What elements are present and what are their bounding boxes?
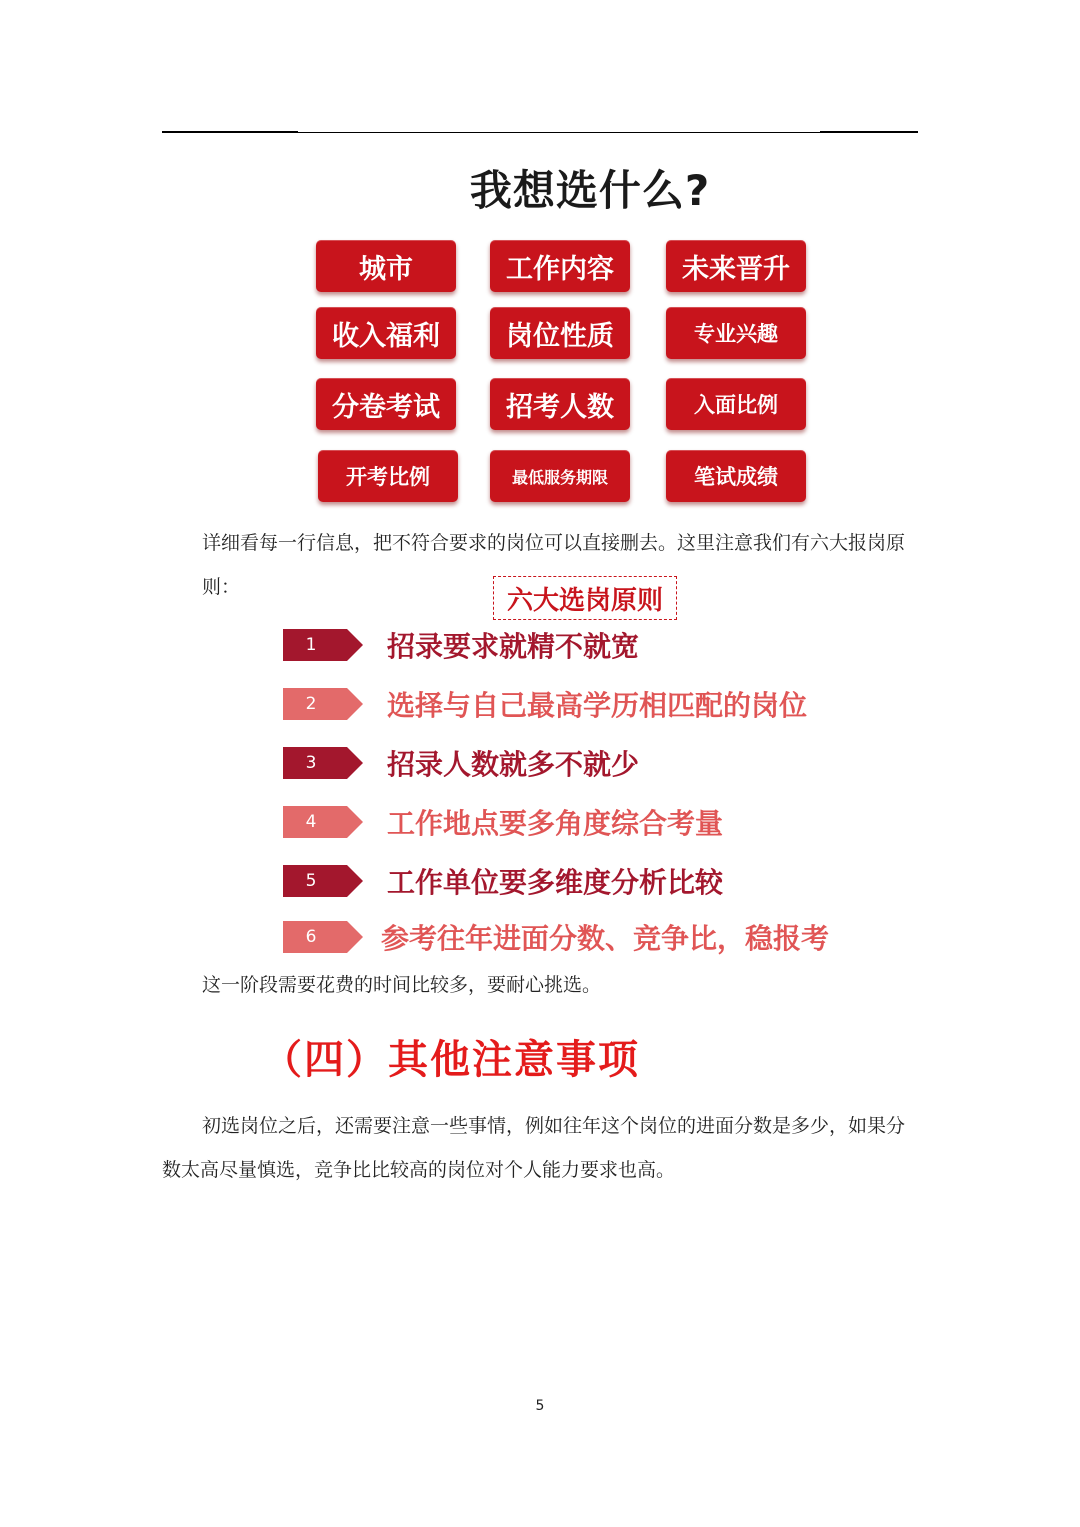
principle-item: [283, 687, 807, 721]
choice-exam-ratio: 开考比例: [318, 450, 458, 502]
header-rule: [298, 132, 820, 133]
choice-income: 收入福利: [316, 307, 456, 359]
choice-min-service: 最低服务期限: [490, 450, 630, 502]
paragraph-principles-intro: 详细看每一行信息，把不符合要求的岗位可以直接删去。这里注意我们有六大报岗原则：: [202, 532, 906, 598]
principle-item: [283, 920, 829, 954]
principle-text: 选择与自己最高学历相匹配的岗位: [387, 689, 808, 722]
principle-number-badge: 1: [283, 629, 347, 661]
choice-interest: 专业兴趣: [666, 307, 806, 359]
choice-city: 城市: [316, 240, 456, 292]
choice-work-content: 工作内容: [490, 240, 630, 292]
page-number: 5: [535, 1398, 545, 1414]
principle-number-badge: 6: [283, 921, 347, 953]
paragraph-other-notes: 初选岗位之后，还需要注意一些事情，例如往年这个岗位的进面分数是多少，如果分数太高尽量慎选，竞争比比较高的岗位对个人能力要求也高。: [162, 1115, 906, 1181]
section-heading: （四）其他注意事项: [262, 1037, 640, 1083]
principle-number-badge: 4: [283, 806, 347, 838]
choice-written-score: 笔试成绩: [666, 450, 806, 502]
principle-text: 参考往年进面分数、竞争比，稳报考: [381, 922, 830, 955]
choice-exam-type: 分卷考试: [316, 378, 456, 430]
principle-number-badge: 2: [283, 688, 347, 720]
choice-promotion: 未来晋升: [666, 240, 806, 292]
choice-position-nature: 岗位性质: [490, 307, 630, 359]
header-rule-right: [820, 131, 918, 133]
principle-item: [283, 864, 723, 898]
choice-recruit-count: 招考人数: [490, 378, 630, 430]
page-title: 我想选什么?: [469, 166, 711, 215]
principle-item: [283, 805, 723, 839]
principle-text: 工作地点要多角度综合考量: [387, 807, 724, 840]
principles-heading: 六大选岗原则: [493, 576, 677, 620]
header-rule-left: [162, 131, 298, 133]
choice-grid: [316, 240, 808, 506]
principle-text: 招录要求就精不就宽: [387, 630, 640, 663]
principle-text: 工作单位要多维度分析比较: [387, 866, 724, 899]
paragraph-patience: 这一阶段需要花费的时间比较多，要耐心挑选。: [202, 974, 602, 996]
principle-item: [283, 746, 639, 780]
principle-number-badge: 5: [283, 865, 347, 897]
principle-number-badge: 3: [283, 747, 347, 779]
principle-text: 招录人数就多不就少: [387, 748, 640, 781]
choice-interview-ratio: 入面比例: [666, 378, 806, 430]
principle-item: [283, 628, 639, 662]
